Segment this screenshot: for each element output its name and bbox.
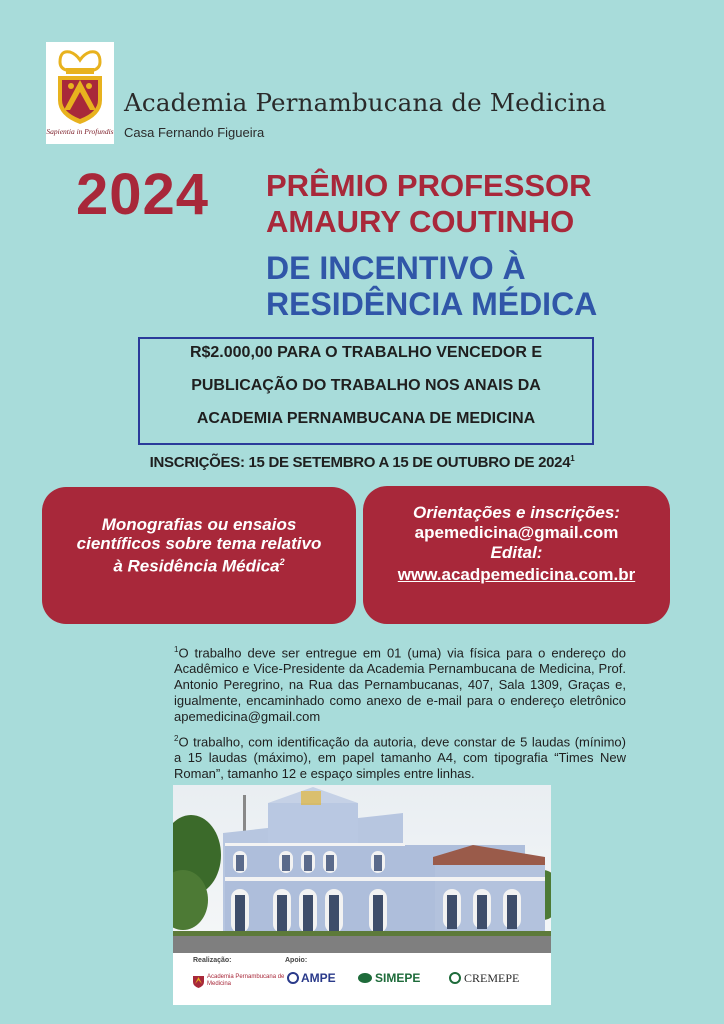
cremepe-text: CREMEPE — [464, 971, 520, 985]
topic-line: Monografias ou ensaios — [101, 515, 297, 534]
footnote-mark: 1 — [570, 454, 575, 463]
house-name: Casa Fernando Figueira — [124, 125, 265, 140]
award-year: 2024 — [76, 162, 210, 227]
prize-line: ACADEMIA PERNAMBUCANA DE MEDICINA — [196, 410, 536, 427]
logo-motto: Sapientia in Profundis — [46, 127, 114, 136]
academy-name: Academia Pernambucana de Medicina — [124, 88, 607, 117]
apm-footer-text: Academia Pernambucana de Medicina — [207, 974, 285, 987]
topic-line: científicos sobre tema relativo — [76, 534, 322, 553]
footnote-text: O trabalho, com identificação da autoria, deve constar de 5 laudas (mínimo) a 15 laudas (máximo), em papel tamanho A4, com tipografia “Times New Roman”, tamanho 12 e espaço simples entre linhas. — [174, 734, 626, 782]
footnote-mark: 1 — [174, 645, 179, 654]
award-subtitle-line2: RESIDÊNCIA MÉDICA — [266, 286, 598, 322]
simepe-text: SIMEPE — [375, 971, 421, 985]
sponsor-strip — [173, 953, 551, 1005]
registration-text: INSCRIÇÕES: 15 DE SETEMBRO A 15 DE OUTUBRO DE 2024 — [149, 454, 571, 471]
footnote-mark: 2 — [279, 557, 285, 567]
footnote-1 — [174, 642, 626, 725]
crest-icon — [193, 973, 204, 988]
ampe-icon — [287, 972, 299, 984]
cremepe-icon — [449, 972, 461, 984]
realizacao-label: Realização: — [193, 957, 232, 964]
prize-line: PUBLICAÇÃO DO TRABALHO NOS ANAIS DA — [191, 377, 541, 394]
cremepe-logo — [449, 971, 519, 986]
topic-panel — [42, 487, 356, 624]
footnote-mark: 2 — [174, 734, 179, 743]
ampe-text: AMPE — [301, 971, 336, 985]
building-illustration — [173, 785, 551, 953]
contact-panel — [363, 486, 670, 624]
footnote-2 — [174, 731, 626, 782]
building-photo — [173, 785, 551, 1005]
award-subtitle-line1: DE INCENTIVO À — [266, 250, 526, 286]
simepe-logo — [358, 971, 420, 985]
registration-dates — [0, 454, 724, 471]
ampe-logo — [287, 971, 336, 985]
crest-icon — [54, 48, 106, 126]
edital-label: Edital: — [490, 543, 543, 562]
academy-logo — [46, 42, 114, 144]
award-title-line2: AMAURY COUTINHO — [266, 204, 575, 239]
website-link[interactable]: www.acadpemedicina.com.br — [397, 565, 636, 584]
contact-email-link[interactable]: apemedicina@gmail.com — [414, 523, 619, 542]
simepe-icon — [358, 973, 372, 983]
award-title-line1: PRÊMIO PROFESSOR — [266, 168, 592, 203]
footnote-text: O trabalho deve ser entregue em 01 (uma) via física para o endereço do Acadêmico e Vice-Presidente da Academia Pernambucana de Medicina, Prof. Antonio Peregrino, na Rua das Pernambucanas, 407, Sala 1309, Graças e, igualmente, encaminhado como anexo de e-mail para o endereço eletrônico apemedicina@gmail.com — [174, 645, 626, 725]
contact-heading: Orientações e inscrições: — [413, 503, 620, 522]
topic-text: à Residência Médica — [113, 556, 280, 576]
topic-line-last — [42, 553, 356, 576]
prize-box — [138, 337, 594, 445]
apm-footer-logo — [193, 973, 285, 991]
prize-line: R$2.000,00 PARA O TRABALHO VENCEDOR E — [189, 344, 543, 361]
apoio-label: Apoio: — [285, 957, 308, 964]
